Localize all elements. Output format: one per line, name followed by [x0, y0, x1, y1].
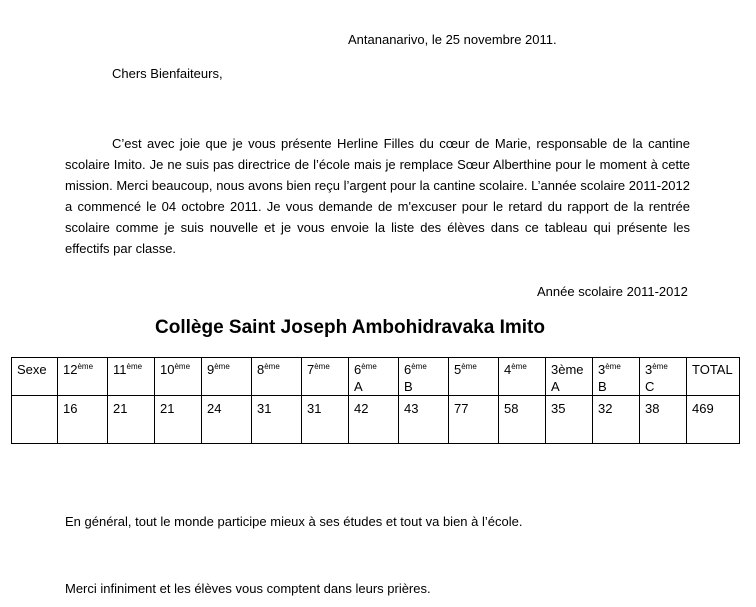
table-cell: 24 [202, 396, 252, 444]
table-cell [12, 396, 58, 444]
header-ordinal-suffix: ème [174, 362, 191, 371]
table-header-cell [302, 358, 349, 396]
header-ordinal-suffix: ème [511, 362, 527, 371]
header-class-label: Sexe [17, 362, 47, 377]
table-header-cell [252, 358, 302, 396]
table-header-cell [108, 358, 155, 396]
header-class-label: 3 [598, 362, 606, 377]
closing-thanks: Merci infiniment et les élèves vous comptent dans leurs prières. [65, 581, 431, 596]
header-class-label: 7 [307, 362, 315, 377]
header-ordinal-suffix: ème [605, 362, 621, 371]
header-class-label: 5 [454, 362, 462, 377]
header-section-label: B [404, 379, 413, 394]
table-cell: 32 [593, 396, 640, 444]
header-section-label: A [551, 379, 560, 394]
table-header-cell [499, 358, 546, 396]
table-cell: 38 [640, 396, 687, 444]
header-section-label: A [354, 379, 363, 394]
header-ordinal-suffix: ème [652, 362, 668, 371]
table-cell: 21 [108, 396, 155, 444]
school-title: Collège Saint Joseph Ambohidravaka Imito [155, 317, 545, 338]
table-cell: 42 [349, 396, 399, 444]
body-text: C’est avec joie que je vous présente Herline Filles du cœur de Marie, responsable de la cantine scolaire Imito. Je ne suis pas directrice de l’école mais je remplace Sœur Alberthine pour le moment à cette mission. Merci beaucoup, nous avons bien reçu l’argent pour la cantine scolaire. L’année scolaire 2011-2012 a commencé le 04 octobre 2011. Je vous demande de m'excuser pour le retard du rapport de la rentrée scolaire comme je suis nouvelle et je vous envoie la liste des élèves dans ce tableau qui présente les effectifs par classe. [65, 136, 690, 256]
header-class-label: 3 [645, 362, 653, 377]
table-cell: 21 [155, 396, 202, 444]
header-class-label: 8 [257, 362, 265, 377]
header-section-label: C [645, 379, 655, 394]
table-cell: 58 [499, 396, 546, 444]
header-class-label: 11 [113, 362, 127, 377]
header-ordinal-suffix: ème [214, 362, 230, 371]
table-header-cell [349, 358, 399, 396]
header-class-label: 3ème [551, 362, 584, 377]
header-ordinal-suffix: ème [461, 362, 477, 371]
table-cell: 77 [449, 396, 499, 444]
table-cell: 469 [687, 396, 740, 444]
table-row [12, 396, 740, 444]
table-header-row [12, 358, 740, 396]
header-class-label: 6 [404, 362, 412, 377]
table-header-cell [58, 358, 108, 396]
table-header-cell [399, 358, 449, 396]
header-ordinal-suffix: ème [314, 362, 330, 371]
header-ordinal-suffix: ème [77, 362, 94, 371]
table-header-cell [449, 358, 499, 396]
header-class-label: 6 [354, 362, 362, 377]
table-cell: 35 [546, 396, 593, 444]
header-ordinal-suffix: ème [264, 362, 280, 371]
table-header-cell [640, 358, 687, 396]
table-header-cell [593, 358, 640, 396]
header-ordinal-suffix: ème [361, 362, 377, 371]
header-class-label: 4 [504, 362, 512, 377]
school-year-label: Année scolaire 2011-2012 [537, 284, 688, 299]
table-header-cell [155, 358, 202, 396]
table-cell: 31 [252, 396, 302, 444]
enrollment-table [11, 357, 740, 444]
header-ordinal-suffix: ème [126, 362, 143, 371]
salutation: Chers Bienfaiteurs, [112, 66, 223, 81]
table-header-cell [12, 358, 58, 396]
header-class-label: 9 [207, 362, 215, 377]
body-paragraph [65, 133, 690, 259]
table-cell: 43 [399, 396, 449, 444]
table-header-cell [202, 358, 252, 396]
header-ordinal-suffix: ème [411, 362, 427, 371]
header-class-label: 12 [63, 362, 78, 377]
header-section-label: B [598, 379, 607, 394]
table-cell: 16 [58, 396, 108, 444]
header-class-label: 10 [160, 362, 175, 377]
table-header-cell [687, 358, 740, 396]
table-header-cell [546, 358, 593, 396]
table-cell: 31 [302, 396, 349, 444]
letter-date: Antananarivo, le 25 novembre 2011. [348, 32, 557, 47]
closing-general: En général, tout le monde participe mieux à ses études et tout va bien à l’école. [65, 514, 523, 529]
header-class-label: TOTAL [692, 362, 733, 377]
